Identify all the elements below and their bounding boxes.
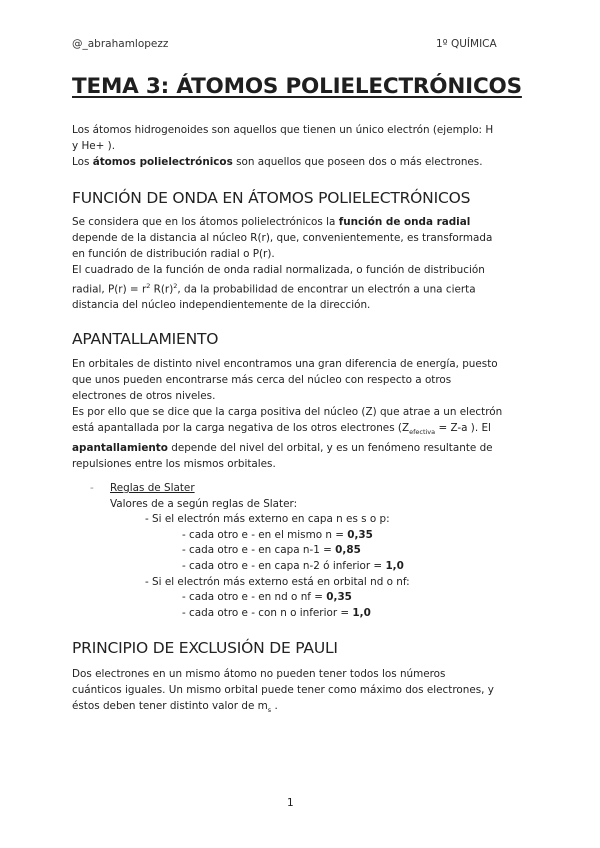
text-line: En orbitales de distinto nivel encontramos una gran diferencia de energía, puesto [72,358,498,370]
wavefunction-paragraph [72,214,542,313]
text-line: radial, $P(r) = r^2$ $R(r)^2$, da la probabilidad de encontrar un electrón a una cierta [72,282,476,296]
slater-intro: Valores de a según reglas de Slater: [110,497,298,510]
text-line: Dos electrones en un mismo átomo no pueden tener todos los números [72,668,446,680]
text-line: El cuadrado de la función de onda radial normalizada, o función de distribución [72,264,485,276]
slater-rule: - cada otro e - en nd o nf = 0,35 [182,591,352,604]
page-title: TEMA 3: ÁTOMOS POLIELECTRÓNICOS [72,74,522,99]
header-author: @_abrahamlopezz [72,38,169,50]
bold-term: función de onda radial [338,216,471,228]
text-line: Es por ello que se dice que la carga positiva del núcleo (Z) que atrae a un electrón [72,406,503,418]
text-line: Se considera que en los átomos polielectrónicos la función de onda radial [72,216,471,228]
slater-rule: - cada otro e - en capa n-1 = 0,85 [182,544,361,557]
text-line: éstos deben tener distinto valor de $m_s$ . [72,700,278,715]
shielding-paragraph [72,356,547,472]
slater-title: Reglas de Slater [110,482,195,494]
slater-list [90,481,410,621]
slater-rule: - cada otro e - con n o inferior = 1,0 [182,606,371,619]
text-line: depende de la distancia al núcleo R(r), que, convenientemente, es transformada [72,232,493,244]
text-line: en función de distribución radial o P(r). [72,248,275,260]
header-course: 1º QUÍMICA [436,38,497,50]
bold-term: átomos polielectrónicos [92,156,233,168]
intro-line: Los átomos polielectrónicos son aquellos que poseen dos o más electrones. [72,156,483,168]
intro-line: y He+ ). [72,140,116,152]
text-line: cuánticos iguales. Un mismo orbital puede tener como máximo dos electrones, y [72,684,494,696]
section-heading-shielding: APANTALLAMIENTO [72,330,219,348]
bullet-dash: - [90,482,94,494]
list-item [90,481,410,497]
text-line: que unos pueden encontrarse más cerca del núcleo con respecto a otros [72,374,452,386]
text-line: repulsiones entre los mismos orbitales. [72,458,276,471]
text-line: está apantallada por la carga negativa de los otros electrones ($Z_{efectiva} = Z-a$ ). El [72,422,491,437]
slater-case-sp: - Si el electrón más externo en capa n es s o p: [145,513,390,526]
intro-line: Los átomos hidrogenoides son aquellos que tienen un único electrón (ejemplo: H [72,124,494,136]
text-line: electrones de otros niveles. [72,390,216,402]
slater-case-df: - Si el electrón más externo está en orbital nd o nf: [145,575,410,588]
text-line: apantallamiento depende del nivel del orbital, y es un fenómeno resultante de [72,442,493,455]
section-heading-pauli: PRINCIPIO DE EXCLUSIÓN DE PAULI [72,639,338,657]
bold-term: apantallamiento [72,442,168,455]
intro-paragraph [72,122,542,170]
slater-rule: - cada otro e - en el mismo n = 0,35 [182,528,373,541]
page-number: 1 [287,797,294,809]
slater-rule: - cada otro e - en capa n-2 ó inferior = 1,0 [182,559,404,572]
section-heading-wavefunction: FUNCIÓN DE ONDA EN ÁTOMOS POLIELECTRÓNICOS [72,189,471,207]
pauli-paragraph [72,666,547,718]
text-line: distancia del núcleo independientemente de la dirección. [72,299,371,312]
